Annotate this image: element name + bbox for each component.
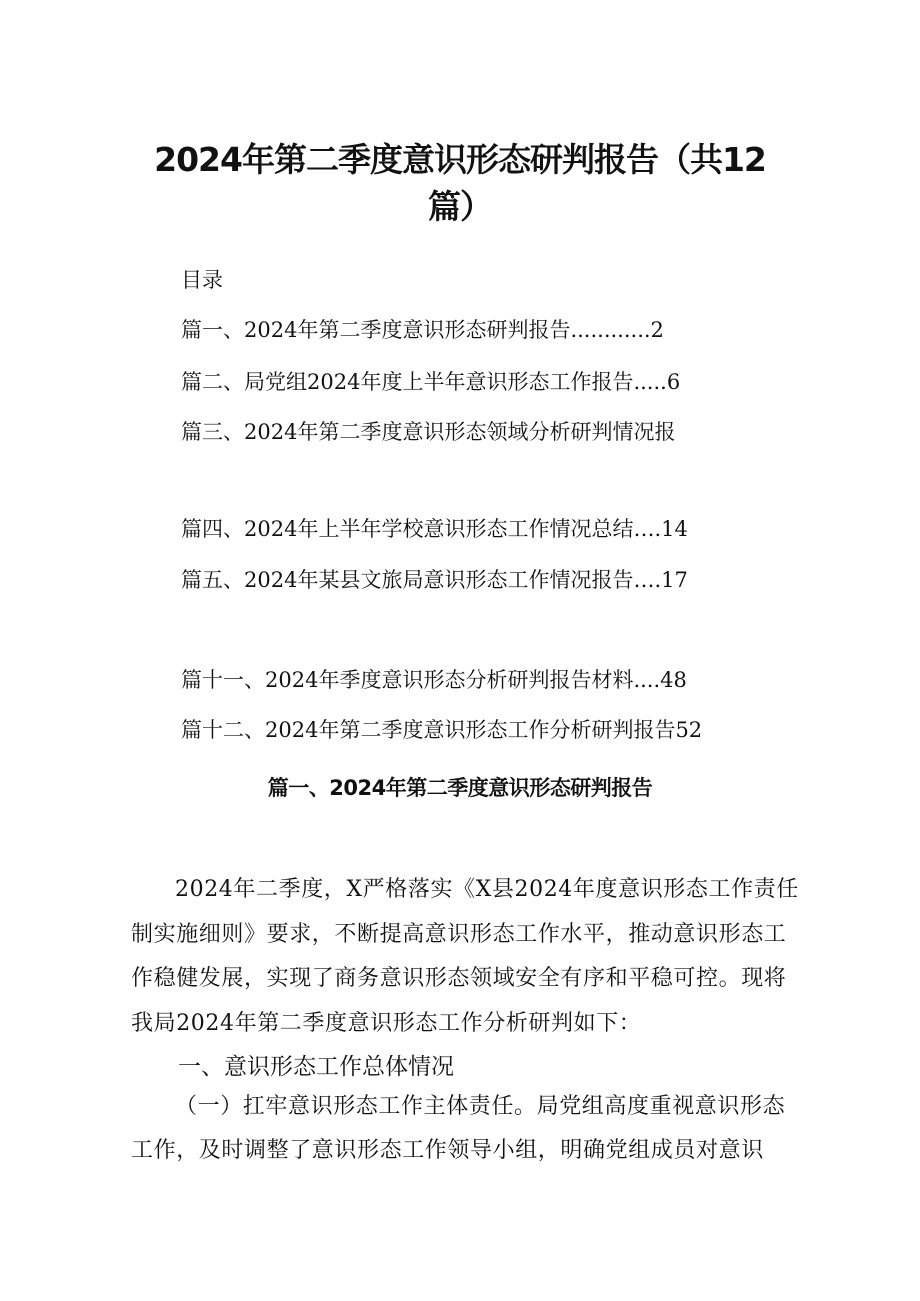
toc-item: 篇一、2024年第二季度意识形态研判报告............2: [181, 318, 664, 342]
toc-item: 篇十二、2024年第二季度意识形态工作分析研判报告52: [181, 718, 703, 742]
body-paragraph: （一）扛牢意识形态工作主体责任。局党组高度重视意识形态工作，及时调整了意识形态工作领导小组，明确党组成员对意识: [131, 1094, 786, 1163]
section-heading: 一、意识形态工作总体情况: [178, 1054, 454, 1080]
toc-item: 篇五、2024年某县文旅局意识形态工作情况报告….17: [181, 568, 688, 592]
body-paragraph: 2024年二季度，X严格落实《X县2024年度意识形态工作责任制实施细则》要求，不断提高意识形态工作水平，推动意识形态工作稳健发展，实现了商务意识形态领域安全有序和平稳可控。现将我局2024年第二季度意识形态工作分析研判如下：: [131, 877, 799, 1036]
document-title-line2: 篇）: [428, 187, 492, 226]
document-title-line1: 2024年第二季度意识形态研判报告（共12: [154, 140, 766, 179]
toc-item: 篇三、2024年第二季度意识形态领域分析研判情况报: [181, 420, 676, 444]
toc-item: 篇二、局党组2024年度上半年意识形态工作报告.....6: [181, 370, 681, 394]
toc-item: 篇四、2024年上半年学校意识形态工作情况总结….14: [181, 517, 688, 541]
toc-item: 篇十一、2024年季度意识形态分析研判报告材料....48: [181, 668, 687, 692]
section-title: 篇一、2024年第二季度意识形态研判报告: [267, 776, 653, 800]
toc-heading: 目录: [181, 268, 223, 292]
